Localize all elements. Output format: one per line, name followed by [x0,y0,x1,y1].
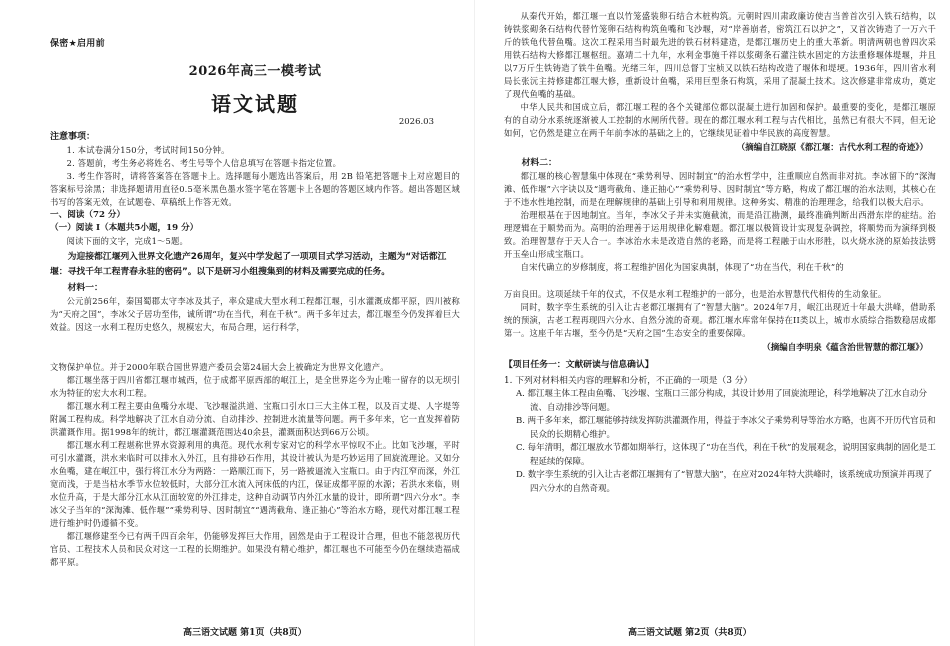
material-1-paragraph-3: 都江堰水利工程主要由鱼嘴分水堤、飞沙堰溢洪道、宝瓶口引水口三大主体工程，以及百丈堤、人字堤等附属工程构成。科学地解决了江水自动分流、自动排沙、控制进水流量等问题。两千多年来，它一直发挥着防洪灌溉作用。据1998年的统计，都江堰灌溉范围达40余县，灌溉面积达到66万公顷。 [50,401,460,437]
confidential-mark: 保密★启用前 [50,39,105,49]
option-c: C. 每年清明，都江堰放水节都如期举行，这体现了“功在当代，利在千秋”的发展观念，说明国家典制的固化是工程延续的保障。 [516,443,936,467]
option-d: D. 数字孪生系统的引入让古老都江堰拥有了“智慧大脑”，在应对2024年特大洪峰时，该系统成功预演并再现了四六分水的自然奇观。 [516,470,933,494]
material-1-paragraph-2: 都江堰坐落于四川省都江堰市城西，位于成都平原西部的岷江上，是全世界迄今为止唯一留存的以无坝引水为特征的宏大水利工程。 [50,375,460,398]
material-2-paragraph-3: 自宋代确立的岁修制度，将工程维护固化为国家典制，体现了“功在当代，利在千秋”的 [520,262,844,272]
page-1-footer: 高三语文试题 第1页（共8页） [183,628,307,638]
note-2: 2. 答题前，考生务必将姓名、考生号等个人信息填写在答题卡指定位置。 [66,158,342,168]
note-3: 3. 考生作答时，请将答案答在答题卡上。选择题每小题选出答案后，用 2B 铅笔把答题卡上对应题目的答案标号涂黑；非选择题请用直径0.5毫米黑色墨水签字笔在答题卡上各题的答题区域内作答。超出答题区域书写的答案无效，在试题卷、草稿纸上作答无效。 [50,171,460,207]
material-1-source: （摘编自江晓原《都江堰：古代水利工程的奇迹》） [736,143,928,153]
project-intro: 为迎接都江堰列入世界文化遗产26周年，复兴中学发起了一项项目式学习活动，主题为“对话都江堰：寻找千年工程青春永驻的密码”。以下是研习小组搜集到的材料及需要完成的任务。 [50,252,447,277]
material-1-paragraph-5: 都江堰修建至今已有两千四百余年，仍能够发挥巨大作用，固然是由于工程设计合理，但也不能忽视历代官员、工程技术人员和民众对这一工程的长期维护。如果没有精心维护，都江堰也不可能至今仍在继续造福成都平原。 [50,531,460,567]
material-2-paragraph-4: 同时，数字孪生系统的引入让古老都江堰拥有了“智慧大脑”。2024年7月，岷江出现近十年最大洪峰，借助系统的预演，古老工程再现四六分水、自然分流的奇观。都江堰水库常年保持在II类以上，城市水质综合指数稳居成都第一。这座千年古堰，至今仍是“天府之国”生态安全的重要保障。 [504,302,936,338]
page-2-footer: 高三语文试题 第2页（共8页） [628,628,752,638]
material-2-paragraph-3-cont: 万亩良田。这项延续千年的仪式，不仅是水利工程维护的一部分，也是治水智慧代代相传的生动象征。 [504,289,887,299]
part-1-title: （一）阅读 I（本题共5小题，19 分） [50,223,199,233]
section-1-title: 一、阅读（72 分） [50,210,126,220]
page-fold-gap-right [504,274,936,288]
left-page [0,0,472,646]
material-1-label: 材料一： [67,283,103,293]
task-1-title: 【项目任务一：文献研读与信息确认】 [504,360,654,370]
material-1-paragraph-1: 公元前256年，秦国蜀郡太守李冰及其子，率众建成大型水利工程都江堰，引水灌溉成都平原，四川被称为“天府之国”，李冰父子居功至伟，诚所谓“功在当代，利在千秋”。两千多年过去，都江堰至今仍发挥着巨大效益。因这一水利工程历史悠久，规模宏大，布局合理，运行科学， [50,296,460,332]
material-1-paragraph-7: 中华人民共和国成立后，都江堰工程的各个关键部位都以混凝土进行加固和保护。最重要的变化，是都江堰原有的自动分水系统逐渐被人工控制的水闸所代替。现在的都江堰水利工程与古代相比，虽然已有很大不同，但无论如何，它仍然是建立在两千年前李冰的基础之上的，它继续见证着中华民族的高度智慧。 [504,102,936,138]
material-1-paragraph-1-cont: 文物保护单位。并于2000年联合国世界遗产委员会第24届大会上被确定为世界文化遗产。 [50,362,389,372]
exam-title: 2026年高三一模考试 [188,64,322,79]
material-2-paragraph-1: 都江堰的核心智慧集中体现在“乘势利导、因时制宜”的治水哲学中，注重顺应自然而非对抗。李冰留下的“深淘滩、低作堰”六字诀以及“遇弯截角、逢正抽心”“乘势利导、因时制宜”等方略，构成了都江堰的治水法则，其核心在于不违水性地控制，而是在理解规律的基础上引导和利用规律。这种务实、精准的治理理念，给我们以极大启示。 [504,171,936,207]
reading-instruction: 阅读下面的文字，完成1～5题。 [66,236,189,246]
material-1-paragraph-6: 从秦代开始，都江堰一直以竹笼盛装卵石结合木桩构筑。元朝时四川肃政廉访使吉当普首次引入铁石结构，以铸铁浆砌条石结构代替竹笼卵石结构构筑鱼嘴和飞沙堰，对“岸善崩者，密筑江石以护之”，又首次铸造了一万六千斤的铁龟代替鱼嘴。这次工程采用当时最先进的铁石材料建造，是都江堰历史上的重大革新。明清两朝也曾四次采用铁石结构大修都江堰枢纽。嘉靖二十九年，水利金事施千祥以浆砌条石灌注铁水固定的方法重修堰体堤堰，并且以7万斤生铁铸造了铁牛鱼嘴。光绪三年，四川总督丁宝桢又以铁石结构改造了堰体和堤埂。1936年，四川省水利局长张沅主持修建都江堰大修，重新设计鱼嘴，采用巨型条石构筑，采用了混凝土技术。这次修建非常成功，奠定了现代鱼嘴的基础。 [504,11,936,99]
exam-date: 2026.03 [398,117,434,127]
note-1: 1. 本试卷满分150分，考试时间150分钟。 [66,145,230,155]
material-1-paragraph-4: 都江堰水利工程堪称世界水资源利用的典范。现代水利专家对它的科学水平惊叹不止。比如飞沙堰，平时可引水灌溉，洪水来临时可以排水入外江，且有排砂石作用，其设计被认为是巧妙运用了回旋流理论。又如分水鱼嘴，建在岷江中，强行将江水分为两路：一路顺江而下，另一路被逼流入宝瓶口。由于内江窄而深，外江宽而浅，于是当枯水季节水位较低时，大部分江水流入河床低的内江，保证成都平原的水源；若洪水来临，则水位升高，于是大部分江水从江面较宽的外江排走，这种自动调节内外江水量的设计，即所谓“四六分水”。李冰父子当年的“深淘滩、低作堰”“乘势利导、因时制宜”“遇湾截角、逢正抽心”等治水方略，现代对都江堰工程进行维护时仍遵循不变。 [50,440,460,528]
subject-title: 语文试题 [211,92,299,116]
notes-title: 注意事项： [50,132,96,142]
material-2-label: 材料二： [521,158,557,168]
option-b: B. 两千多年来，都江堰能够持续发挥防洪灌溉作用，得益于李冰父子乘势利导等治水方略，也离不开历代官员和民众的长期精心维护。 [516,416,936,440]
material-2-source: （摘编自李明泉《蕴含治世智慧的都江堰》） [762,343,928,353]
right-page [478,0,950,646]
page-fold-gap [50,347,460,361]
page-divider [474,0,475,646]
question-1: 1. 下列对材料相关内容的理解和分析，不正确的一项是（3 分） [504,376,753,386]
option-a: A. 都江堰主体工程由鱼嘴、飞沙堰、宝瓶口三部分构成，其设计妙用了回旋流理论，科学地解决了江水自动分流、自动排沙等问题。 [516,389,928,413]
material-2-paragraph-2: 治理根基在于因地制宜。当年，李冰父子并未实施截流，而是沿江勘测，最终准确判断出西滑东岸的症结。治理逻辑在于顺势而为。高明的治理善于运用规律化解难题。都江堰以极简设计实现复杂调控，将顺势而为演绎到极致。治理智慧存于天人合一。李冰治水未是改造自然的老路，而是将工程融于山水形胜，以火烧水浇的原始技法劈开玉垒山形成宝瓶口。 [504,210,936,259]
